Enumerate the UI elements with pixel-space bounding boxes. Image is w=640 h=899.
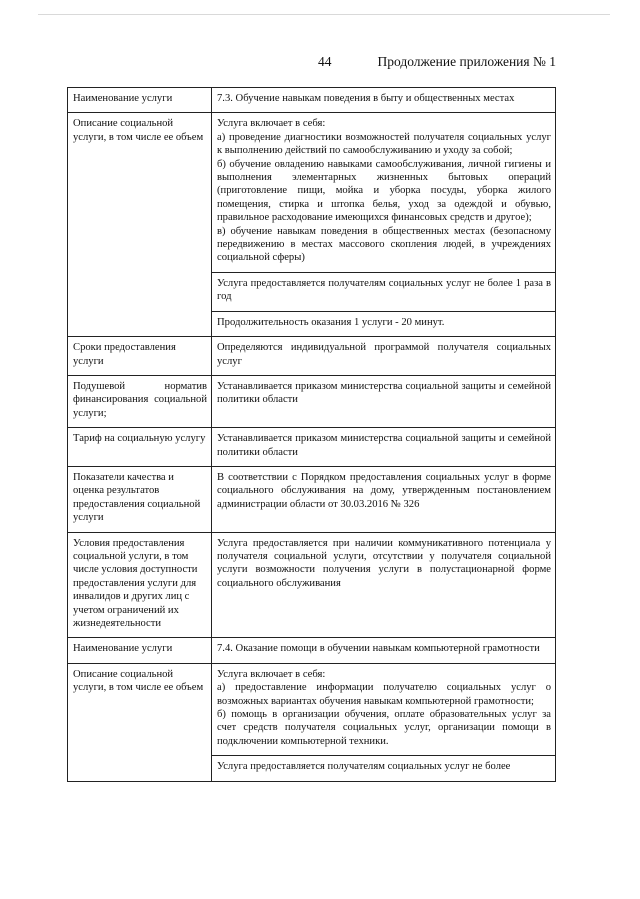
value-cell: Устанавливается приказом министерства социальной защиты и семейной политики области [212,428,556,467]
value-cell: Услуга предоставляется получателям социальных услуг не более 1 раза в год [212,272,556,311]
list-item: б) обучение овладению навыками самообслуживания, личной гигиены и выполнения элементарных жизненных бытовых операций (приготовление пищи, мойка и уборка посуды, уборка жилого помещения, стирка и штопка белья, уход за одеждой и обувью, правильное расходование имеющихся финансовых средств и другое); [217,158,551,224]
value-cell: Услуга предоставляется получателям социальных услуг не более [212,756,556,781]
value-cell: Устанавливается приказом министерства социальной защиты и семейной политики области [212,375,556,427]
label-cell [68,375,212,427]
table-row [68,375,556,427]
list-item: б) помощь в организации обучения, оплате образовательных услуг за счет средств получателя социальных услуг, организации помощи в подключении компьютерной техники. [217,709,551,747]
label-cell: Описание социальной услуги, в том числе ее объем [68,113,212,337]
page-header [0,54,640,74]
label-cell: Сроки предоставления услуги [68,337,212,376]
table-row [68,88,556,113]
value-cell: 7.3. Обучение навыкам поведения в быту и общественных местах [212,88,556,113]
table-row [68,638,556,663]
scan-top-edge [38,14,610,15]
label-cell: Тариф на социальную услугу [68,428,212,467]
value-cell: 7.4. Оказание помощи в обучении навыкам компьютерной грамотности [212,638,556,663]
table-row [68,428,556,467]
label-cell: Наименование услуги [68,88,212,113]
list-item: в) обучение навыкам поведения в общественных местах (безопасному передвижению в местах массового скопления людей, в учреждениях социальной сферы) [217,225,551,264]
label-cell: Описание социальной услуги, в том числе ее объем [68,663,212,781]
value-cell: Определяются индивидуальной программой получателя социальных услуг [212,337,556,376]
appendix-caption: Продолжение приложения № 1 [377,54,556,69]
value-cell: Продолжительность оказания 1 услуги - 20 минут. [212,311,556,336]
list-item: а) предоставление информации получателю социальных услуг о возможных вариантах обучения навыкам компьютерной грамотности; [217,682,551,707]
page-number: 44 [318,54,332,69]
value-cell [212,113,556,272]
label-text: Подушевой норматив финансирования социальной услуги; [73,380,207,419]
label-cell: Показатели качества и оценка результатов предоставления социальной услуги [68,466,212,532]
list-intro: Услуга включает в себя: [217,118,326,130]
service-table [67,87,556,782]
table-row [68,337,556,376]
list-item: а) проведение диагностики возможностей получателя социальных услуг к выполнению действий по самообслуживанию и уходу за собой; [217,131,551,157]
label-cell: Условия предоставления социальной услуги, в том числе условия доступности предоставления услуги для инвалидов и других лиц с учетом ограничений их жизнедеятельности [68,532,212,638]
value-cell: Услуга предоставляется при наличии коммуникативного потенциала у получателя социальной услуги, отсутствии у получателя социальной услуги возможности получения услуги в полустационарной форме социального обслуживания [212,532,556,638]
table-row [68,466,556,532]
table-row [68,663,556,755]
value-cell: В соответствии с Порядком предоставления социальных услуг в форме социального обслуживания на дому, утвержденным постановлением администрации области от 30.03.2016 № 326 [212,466,556,532]
table-row [68,113,556,272]
list-intro: Услуга включает в себя: [217,668,326,680]
label-cell: Наименование услуги [68,638,212,663]
table-row [68,532,556,638]
value-cell [212,663,556,755]
